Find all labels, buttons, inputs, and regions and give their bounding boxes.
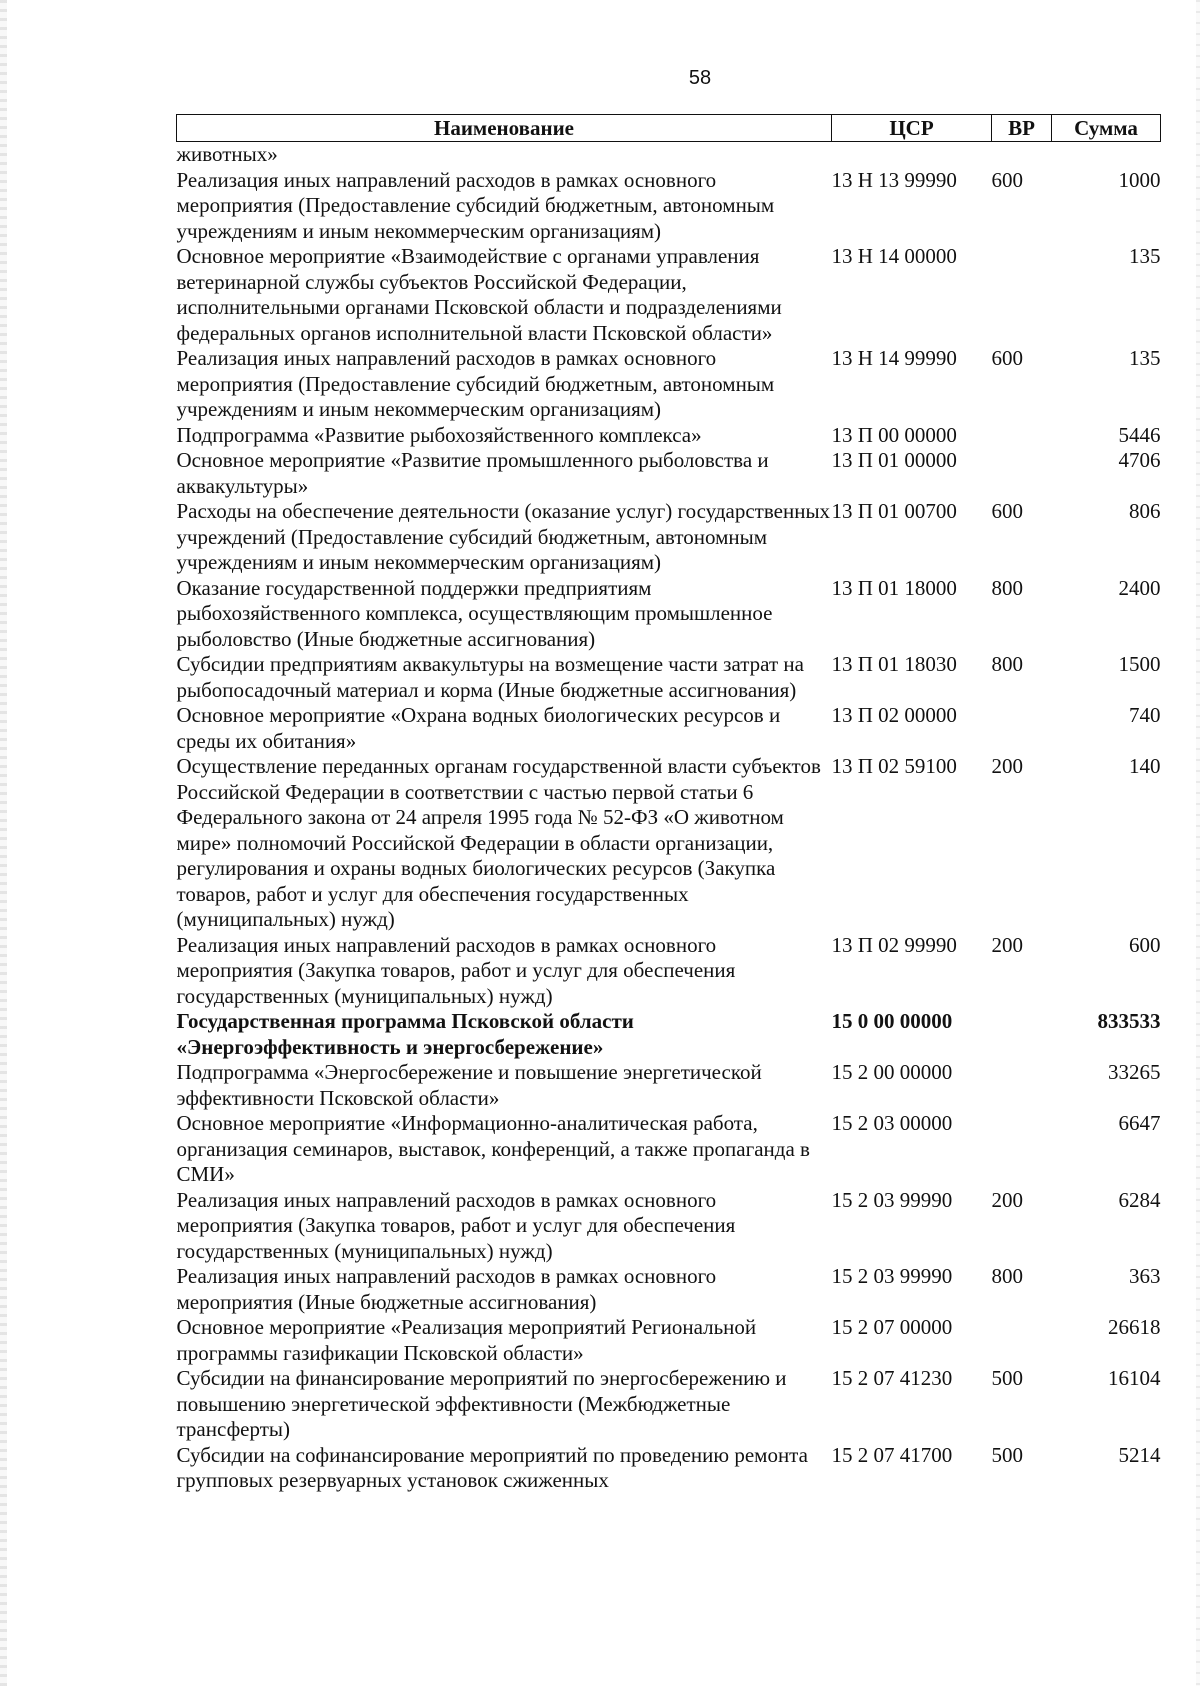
cell-csr: 15 0 00 00000 (831, 1009, 953, 1033)
table-row (177, 1315, 1161, 1366)
cell-name: Основное мероприятие «Охрана водных биологических ресурсов и среды их обитания» (176, 703, 781, 753)
table-row (177, 448, 1161, 499)
header-sum: Сумма (1052, 115, 1161, 142)
page-number: 58 (688, 67, 712, 89)
table-body (177, 142, 1161, 1494)
cell-name: Основное мероприятие «Развитие промышленного рыболовства и аквакультуры» (176, 448, 769, 498)
cell-csr: 13 П 02 99990 (831, 932, 957, 957)
cell-sum: 6284 (1118, 1187, 1161, 1212)
scan-edge-left (0, 0, 7, 1686)
scan-edge-right (1196, 0, 1200, 1686)
table-row (177, 1060, 1161, 1111)
header-name: Наименование (177, 115, 832, 142)
header-vr: ВР (992, 115, 1052, 142)
cell-vr: 500 (991, 1442, 1023, 1467)
cell-sum: 135 (1129, 346, 1161, 370)
cell-vr: 600 (991, 167, 1023, 192)
cell-sum: 1000 (1118, 167, 1161, 192)
table-header (177, 115, 1161, 142)
cell-vr: 800 (991, 1264, 1023, 1288)
cell-sum: 5446 (1118, 422, 1161, 447)
cell-name: Подпрограмма «Энергосбережение и повышение энергетической эффективности Псковской области» (176, 1060, 762, 1110)
cell-vr (992, 244, 1052, 346)
cell-sum: 6647 (1118, 1111, 1161, 1135)
budget-table (176, 114, 1161, 1494)
cell-vr (992, 1009, 1052, 1060)
table-row (177, 703, 1161, 754)
cell-vr: 600 (991, 499, 1023, 523)
cell-sum: 135 (1129, 244, 1161, 268)
cell-vr: 500 (991, 1366, 1023, 1390)
table-row (177, 1443, 1161, 1494)
table-row (177, 1188, 1161, 1265)
cell-sum: 363 (1129, 1264, 1161, 1288)
table-row (177, 423, 1161, 449)
cell-sum: 26618 (1108, 1315, 1161, 1339)
cell-vr: 200 (991, 932, 1023, 957)
cell-name: Расходы на обеспечение деятельности (оказание услуг) государственных учреждений (Предоставление субсидий бюджетным, автономным учреждениям и иным некоммерческим организациям) (176, 499, 831, 574)
table-row (177, 168, 1161, 245)
cell-name: Основное мероприятие «Взаимодействие с органами управления ветеринарной службы субъектов Российской Федерации, исполнительными органами Псковской области и подразделениями федеральных органов исполнительной власти Псковской области» (176, 244, 782, 345)
cell-csr: 13 П 01 00700 (831, 499, 957, 523)
cell-csr: 15 2 00 00000 (831, 1060, 953, 1084)
cell-csr: 13 Н 13 99990 (831, 167, 957, 192)
cell-name: Государственная программа Псковской области «Энергоэффективность и энергосбережение» (176, 1009, 634, 1059)
header-csr: ЦСР (832, 115, 992, 142)
cell-csr: 13 П 02 00000 (831, 703, 957, 727)
table-row (177, 346, 1161, 423)
table-row (177, 754, 1161, 933)
table-row (177, 1009, 1161, 1060)
cell-csr: 15 2 07 41700 (831, 1442, 953, 1467)
cell-sum: 16104 (1108, 1366, 1161, 1390)
cell-name: Реализация иных направлений расходов в рамках основного мероприятия (Закупка товаров, работ и услуг для обеспечения государственных (муниципальных) нужд) (176, 932, 736, 1008)
cell-name: Реализация иных направлений расходов в рамках основного мероприятия (Предоставление субсидий бюджетным, автономным учреждениям и иным некоммерческим организациям) (176, 346, 775, 421)
cell-vr: 800 (991, 575, 1023, 600)
cell-vr: 800 (991, 652, 1023, 676)
cell-vr: 600 (991, 346, 1023, 370)
cell-name: Реализация иных направлений расходов в рамках основного мероприятия (Закупка товаров, работ и услуг для обеспечения государственных (муниципальных) нужд) (176, 1187, 736, 1263)
cell-sum (1052, 142, 1161, 168)
cell-csr: 13 Н 14 00000 (831, 244, 957, 268)
cell-csr: 13 П 01 18000 (831, 575, 957, 600)
cell-sum: 740 (1129, 703, 1161, 727)
cell-vr: 200 (991, 754, 1023, 778)
cell-sum: 140 (1129, 754, 1161, 778)
cell-sum: 5214 (1118, 1442, 1161, 1467)
cell-csr: 13 П 01 00000 (831, 448, 957, 472)
cell-sum: 1500 (1118, 652, 1161, 676)
cell-vr (992, 703, 1052, 754)
table-row (177, 652, 1161, 703)
cell-name: Подпрограмма «Развитие рыбохозяйственного комплекса» (176, 422, 702, 447)
cell-vr (992, 142, 1052, 168)
cell-name: Основное мероприятие «Информационно-аналитическая работа, организация семинаров, выставок, конференций, а также пропаганда в СМИ» (176, 1111, 810, 1186)
cell-vr (992, 448, 1052, 499)
cell-csr: 15 2 07 00000 (831, 1315, 953, 1339)
cell-name: Субсидии предприятиям аквакультуры на возмещение части затрат на рыбопосадочный материал и корма (Иные бюджетные ассигнования) (176, 652, 804, 702)
cell-csr: 15 2 07 41230 (831, 1366, 953, 1390)
cell-csr: 15 2 03 99990 (831, 1187, 953, 1212)
cell-csr (832, 142, 992, 168)
cell-name: Субсидии на финансирование мероприятий по энергосбережению и повышению энергетической эффективности (Межбюджетные трансферты) (176, 1366, 787, 1441)
cell-vr (992, 423, 1052, 449)
cell-vr (992, 1315, 1052, 1366)
cell-csr: 13 П 02 59100 (831, 754, 957, 778)
table-row (177, 933, 1161, 1010)
cell-vr: 200 (991, 1187, 1023, 1212)
cell-name: Основное мероприятие «Реализация мероприятий Региональной программы газификации Псковской области» (176, 1315, 757, 1365)
table-row (177, 1111, 1161, 1188)
cell-sum: 600 (1129, 932, 1161, 957)
table-row (177, 499, 1161, 576)
cell-name: Осуществление переданных органам государственной власти субъектов Российской Федерации в соответствии с частью первой статьи 6 Федерального закона от 24 апреля 1995 года № 52-ФЗ «О животном мире» полномочий Российской Федерации в области организации, регулирования и охраны водных биологических ресурсов (Закупка товаров, работ и услуг для обеспечения государственных (муниципальных) нужд) (176, 754, 821, 931)
cell-name: Реализация иных направлений расходов в рамках основного мероприятия (Предоставление субсидий бюджетным, автономным учреждениям и иным некоммерческим организациям) (176, 167, 775, 243)
cell-sum: 4706 (1118, 448, 1161, 472)
cell-name: Субсидии на софинансирование мероприятий по проведению ремонта групповых резервуарных установок сжиженных (176, 1442, 808, 1492)
cell-csr: 15 2 03 00000 (831, 1111, 953, 1135)
table-row (177, 1264, 1161, 1315)
table-row (177, 244, 1161, 346)
cell-sum: 33265 (1108, 1060, 1161, 1084)
cell-name: животных» (176, 142, 278, 166)
cell-name: Реализация иных направлений расходов в рамках основного мероприятия (Иные бюджетные ассигнования) (176, 1264, 717, 1314)
table-row (177, 1366, 1161, 1443)
cell-csr: 13 Н 14 99990 (831, 346, 957, 370)
cell-sum: 806 (1129, 499, 1161, 523)
cell-csr: 13 П 01 18030 (831, 652, 957, 676)
table-row (177, 142, 1161, 168)
cell-csr: 13 П 00 00000 (831, 422, 957, 447)
cell-vr (992, 1060, 1052, 1111)
cell-name: Оказание государственной поддержки предприятиям рыбохозяйственного комплекса, осуществляющим промышленное рыболовство (Иные бюджетные ассигнования) (176, 575, 773, 651)
cell-vr (992, 1111, 1052, 1188)
cell-sum: 2400 (1118, 575, 1161, 600)
table-row (177, 576, 1161, 653)
cell-sum: 833533 (1097, 1009, 1161, 1033)
cell-csr: 15 2 03 99990 (831, 1264, 953, 1288)
